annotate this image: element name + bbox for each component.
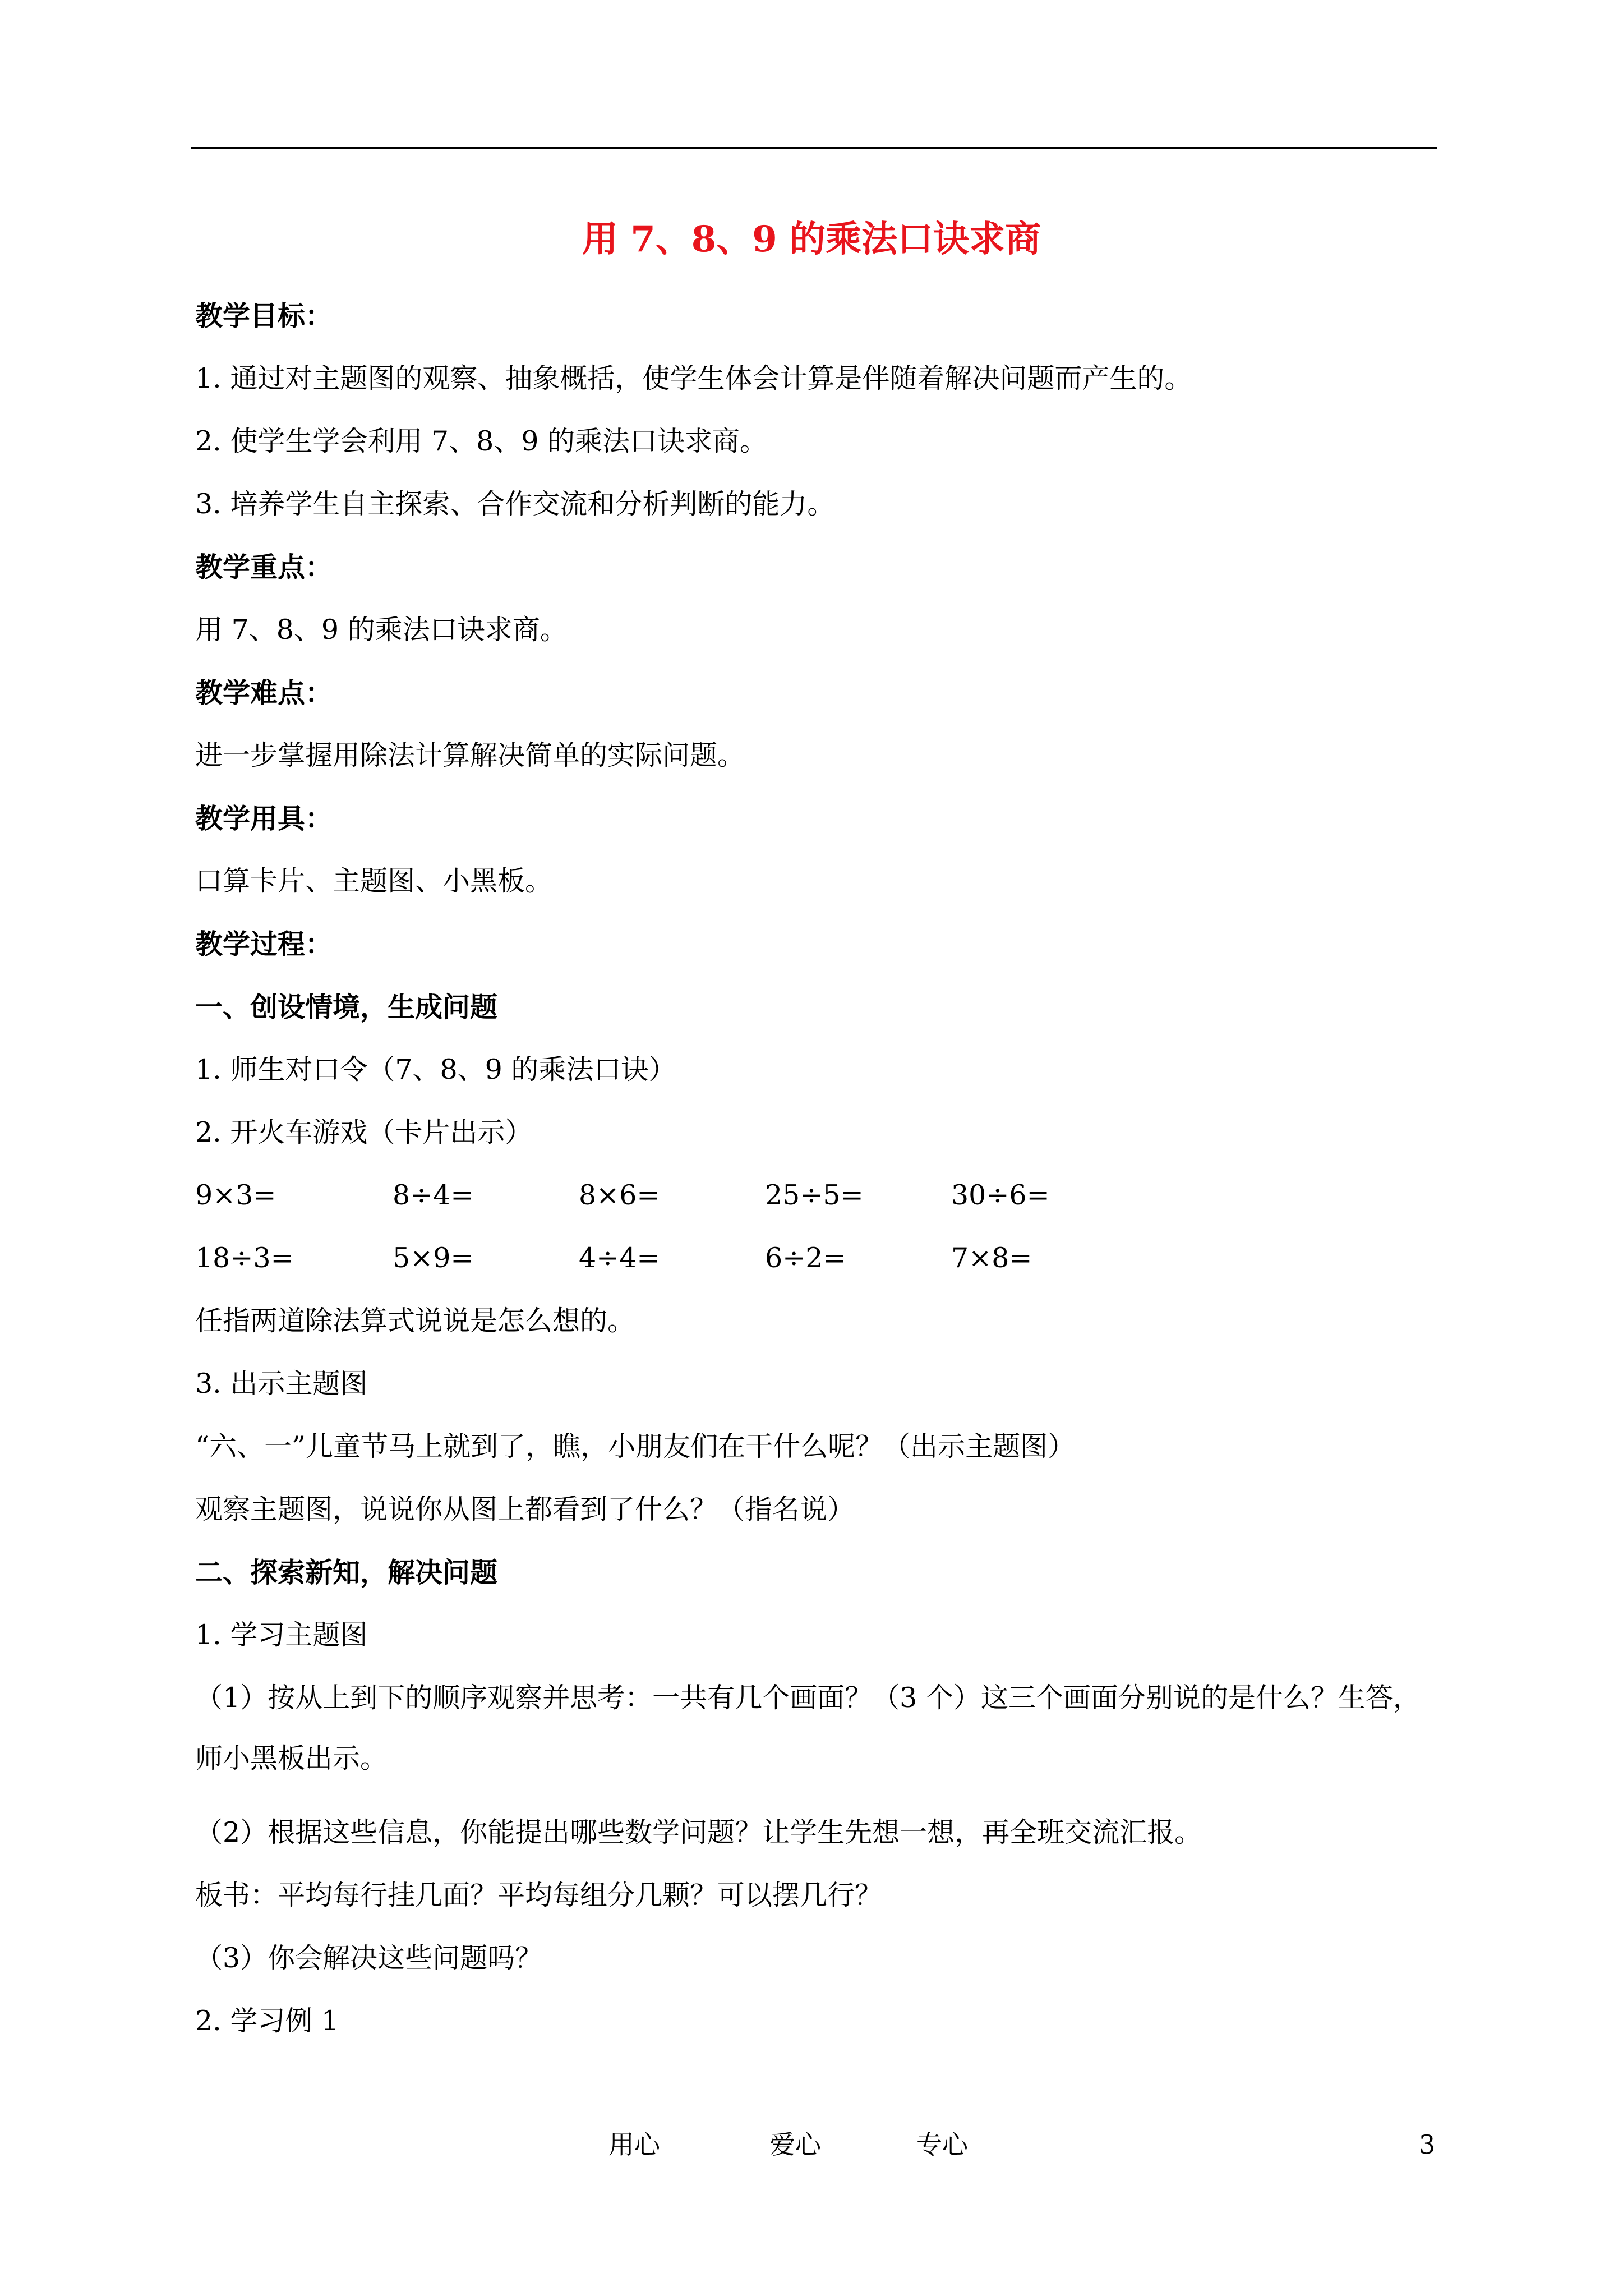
- exercise-r1-c5: 30÷6=: [951, 1179, 1050, 1211]
- footer-left: 用心: [608, 2129, 660, 2160]
- tools-text: 口算卡片、主题图、小黑板。: [195, 865, 553, 897]
- difficulty-text: 进一步掌握用除法计算解决简单的实际问题。: [195, 739, 745, 771]
- process-item-3: 3. 出示主题图: [195, 1368, 368, 1400]
- page-number: 3: [1419, 2129, 1436, 2160]
- exercise-r2-c4: 6÷2=: [765, 1242, 846, 1274]
- exercise-r1-c1: 9×3=: [195, 1179, 276, 1211]
- footer-middle: 爱心: [769, 2129, 821, 2160]
- exercise-r2-c1: 18÷3=: [195, 1242, 294, 1274]
- exercise-r1-c4: 25÷5=: [765, 1179, 864, 1211]
- exercise-r2-c3: 4÷4=: [579, 1242, 660, 1274]
- goal-item-3: 3. 培养学生自主探索、合作交流和分析判断的能力。: [195, 488, 835, 520]
- section-2-heading: 二、探索新知，解决问题: [195, 1556, 498, 1589]
- exercise-r2-c5: 7×8=: [951, 1242, 1032, 1274]
- exercise-instruction: 任指两道除法算式说说是怎么想的。: [195, 1305, 635, 1337]
- section-1-heading: 一、创设情境，生成问题: [195, 991, 498, 1023]
- heading-teaching-tools: 教学用具：: [195, 802, 333, 835]
- study-item-2: 2. 学习例 1: [195, 2005, 339, 2037]
- heading-teaching-goals: 教学目标：: [195, 300, 333, 332]
- observe-text: 观察主题图，说说你从图上都看到了什么？（指名说）: [195, 1493, 855, 1525]
- document-title: 用 7、8、9 的乘法口诀求商: [582, 218, 1041, 260]
- study-question-2: （2）根据这些信息，你能提出哪些数学问题？让学生先想一想，再全班交流汇报。: [195, 1816, 1202, 1848]
- heading-key-points: 教学重点：: [195, 551, 333, 583]
- theme-intro-text: “六、一”儿童节马上就到了，瞧，小朋友们在干什么呢？（出示主题图）: [195, 1430, 1076, 1462]
- process-item-1: 1. 师生对口令（7、8、9 的乘法口诀）: [195, 1053, 676, 1085]
- heading-difficulties: 教学难点：: [195, 677, 333, 709]
- board-writing: 板书：平均每行挂几面？平均每组分几颗？可以摆几行？: [195, 1879, 883, 1911]
- exercise-r2-c2: 5×9=: [393, 1242, 474, 1274]
- exercise-r1-c2: 8÷4=: [393, 1179, 474, 1211]
- exercise-r1-c3: 8×6=: [579, 1179, 660, 1211]
- study-question-1: （1）按从上到下的顺序观察并思考：一共有几个画面？（3 个）这三个画面分别说的是什么？生答，师小黑板出示。: [195, 1682, 1421, 1774]
- study-question-3: （3）你会解决这些问题吗？: [195, 1942, 543, 1974]
- heading-teaching-process: 教学过程：: [195, 928, 333, 960]
- header-rule: [191, 147, 1437, 149]
- study-item-1: 1. 学习主题图: [195, 1619, 368, 1651]
- goal-item-2: 2. 使学生学会利用 7、8、9 的乘法口诀求商。: [195, 425, 768, 457]
- process-item-2: 2. 开火车游戏（卡片出示）: [195, 1116, 533, 1148]
- footer-right: 专心: [916, 2129, 968, 2160]
- goal-item-1: 1. 通过对主题图的观察、抽象概括，使学生体会计算是伴随着解决问题而产生的。: [195, 362, 1192, 394]
- key-point-text: 用 7、8、9 的乘法口诀求商。: [195, 614, 568, 646]
